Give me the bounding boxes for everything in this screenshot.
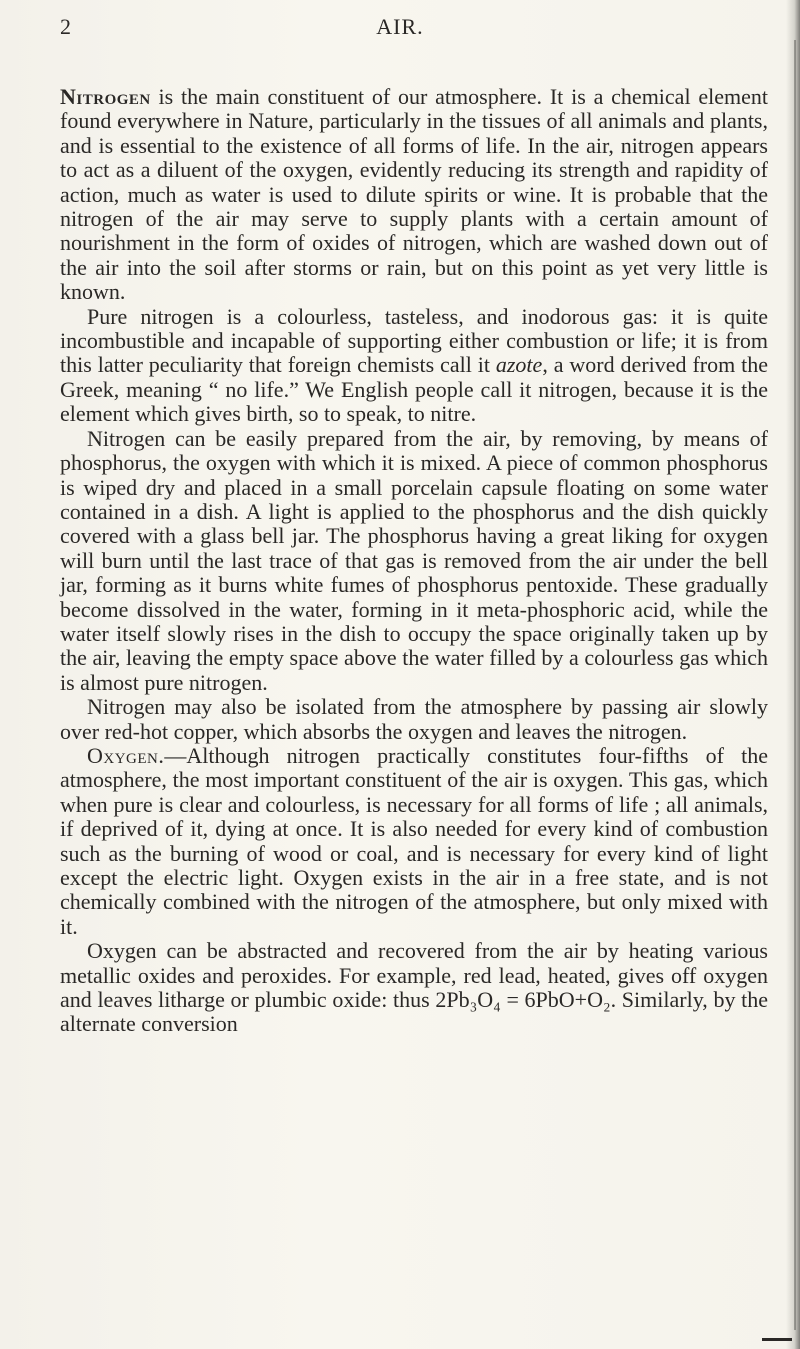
section-lead-nitrogen: Nitrogen	[60, 84, 151, 109]
paragraph-text: Nitrogen can be easily prepared from the air, by removing, by means of phosphorus, the oxygen with which it is mixed. A piece of common phosphorus is wiped dry and placed in a small porcelain capsule floating on some water contained in a dish. A light is applied to the phosphorus and the dish quickly covered with a glass bell jar. The phosphorus having a great liking for oxygen will burn until the last trace of that gas is removed from the air under the bell jar, forming as it burns white fumes of phosphorus pentoxide. These gradually become dissolved in the water, forming in it meta-phosphoric acid, while the water itself slowly rises in the dish to occupy the space originally taken up by the air, leaving the empty space above the water filled by a colourless gas which is almost pure nitrogen.	[60, 425, 768, 695]
page-edge-shadow	[786, 0, 800, 1349]
paragraph-nitrogen-preparation	[60, 427, 768, 695]
paragraph-text: —Although nitrogen practically constitutes four-fifths of the atmosphere, the most important constituent of the air is oxygen. This gas, which when pure is clear and colourless, is necessary for all forms of life ; all animals, if deprived of it, dying at once. It is also needed for every kind of combustion such as the burning of wood or coal, and is necessary for every kind of light except the electric light. Oxygen exists in the air in a free state, and is not chemically combined with the nitrogen of the atmosphere, but only mixed with it.	[60, 742, 768, 939]
paragraph-pure-nitrogen	[60, 305, 768, 427]
paragraph-nitrogen-intro	[60, 85, 768, 305]
paragraph-oxygen	[60, 744, 768, 939]
body-text	[60, 85, 768, 1037]
paragraph-text: , a word derived from the Greek, meaning “ no life.” We English people call it nitrogen, because it is the element which gives birth, so to speak, to nitre.	[60, 352, 768, 427]
page-header	[60, 14, 740, 46]
paragraph-text: Oxygen can be abstracted and recovered from the air by heating various metallic oxides and peroxides. For example, red lead, heated, gives off oxygen and leaves litharge or plumbic oxide: thus 2Pb₃O₄ = 6PbO+O₂. Similarly, by the alternate conversion	[60, 938, 768, 1037]
corner-mark	[762, 1338, 792, 1341]
running-head: AIR.	[376, 14, 424, 39]
italic-term-azote: azote	[495, 352, 543, 378]
page-edge-line	[794, 40, 796, 1330]
section-lead-oxygen: Oxygen.	[87, 742, 165, 768]
paragraph-nitrogen-copper	[60, 695, 768, 744]
paragraph-text: Pure nitrogen is a colourless, tasteless, and inodorous gas: it is quite incombustible and incapable of supporting either combustion or life; it is from this latter peculiarity that foreign chemists call it	[60, 303, 768, 378]
paragraph-text: Nitrogen may also be isolated from the atmosphere by passing air slowly over red-hot copper, which absorbs the oxygen and leaves the nitrogen.	[60, 694, 768, 744]
page-number: 2	[60, 14, 72, 39]
paragraph-text: is the main constituent of our atmosphere. It is a chemical element found everywhere in Nature, particularly in the tissues of all animals and plants, and is essential to the existence of all forms of life. In the air, nitrogen appears to act as a diluent of the oxygen, evidently reducing its strength and rapidity of action, much as water is used to dilute spirits or wine. It is probable that the nitrogen of the air may serve to supply plants with a certain amount of nourishment in the form of oxides of nitrogen, which are washed down out of the air into the soil after storms or rain, but on this point as yet very little is known.	[60, 84, 768, 305]
paragraph-oxygen-recovery	[60, 939, 768, 1037]
